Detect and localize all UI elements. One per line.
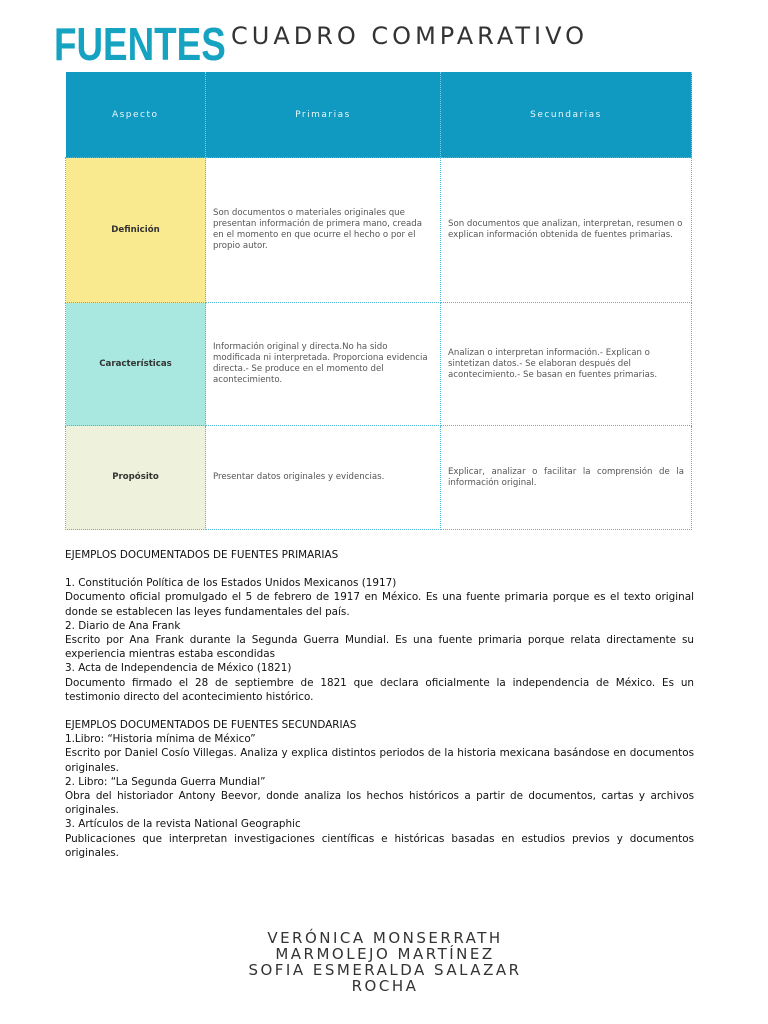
brand-title: FUENTES — [54, 18, 226, 70]
primary-characteristics: Información original y directa.No ha sido modificada ni interpretada. Proporciona evidencia directa.- Se produce en el momento del acontecimiento. — [206, 303, 441, 426]
table-header-row — [66, 72, 692, 158]
primary-example-line: 1. Constitución Política de los Estados Unidos Mexicanos (1917) — [65, 577, 397, 590]
secondary-examples-heading: EJEMPLOS DOCUMENTADOS DE FUENTES SECUNDARIAS — [65, 719, 357, 732]
author-line: ROCHA — [351, 977, 419, 995]
secondary-purpose: Explicar, analizar o facilitar la comprensión de la información original. — [441, 426, 692, 530]
primary-purpose: Presentar datos originales y evidencias. — [206, 426, 441, 530]
secondary-example-line: 3. Artículos de la revista National Geographic — [65, 818, 301, 831]
secondary-example-line: Obra del historiador Antony Beevor, donde analiza los hechos históricos a partir de documentos, cartas y archivos originales. — [65, 790, 694, 817]
primary-example-line: Documento oficial promulgado el 5 de febrero de 1917 en México. Es una fuente primaria porque es el texto original donde se establecen las leyes fundamentales del país. — [65, 591, 694, 618]
spacer — [65, 704, 694, 718]
secondary-example-line: 2. Libro: “La Segunda Guerra Mundial” — [65, 775, 266, 788]
header-primary: Primarias — [206, 72, 441, 158]
comparison-table — [65, 72, 692, 530]
primary-definition: Son documentos o materiales originales que presentan información de primera mano, creada en el momento en que ocurre el hecho o por el propio autor. — [206, 158, 441, 303]
table-row — [66, 158, 692, 303]
table-row — [66, 303, 692, 426]
header-aspect: Aspecto — [66, 72, 206, 158]
aspect-characteristics: Características — [66, 303, 206, 426]
author-line: VERÓNICA MONSERRATH — [267, 929, 503, 947]
examples-section — [65, 548, 694, 860]
primary-example-line: 2. Diario de Ana Frank — [65, 619, 181, 632]
secondary-example-line: Escrito por Daniel Cosío Villegas. Analiza y explica distintos periodos de la historia mexicana basándose en documentos originales. — [65, 747, 694, 774]
primary-examples-heading: EJEMPLOS DOCUMENTADOS DE FUENTES PRIMARIAS — [65, 549, 339, 561]
authors-block — [0, 930, 768, 994]
primary-example-line: Escrito por Ana Frank durante la Segunda Guerra Mundial. Es una fuente primaria porque relata directamente su experiencia mientras estaba escondidas — [65, 634, 694, 661]
primary-example-line: Documento firmado el 28 de septiembre de 1821 que declara oficialmente la independencia de México. Es un testimonio directo del acontecimiento histórico. — [65, 676, 694, 703]
document-title: CUADRO COMPARATIVO — [231, 22, 589, 50]
header-secondary: Secundarias — [441, 72, 692, 158]
secondary-definition: Son documentos que analizan, interpretan, resumen o explican información obtenida de fuentes primarias. — [441, 158, 692, 303]
primary-example-line: 3. Acta de Independencia de México (1821) — [65, 662, 292, 675]
secondary-example-line: 1.Libro: “Historia mínima de México” — [65, 733, 256, 746]
author-line: MARMOLEJO MARTÍNEZ — [275, 945, 495, 963]
aspect-definition: Definición — [66, 158, 206, 303]
spacer — [65, 562, 694, 576]
secondary-characteristics: Analizan o interpretan información.- Explican o sintetizan datos.- Se elaboran después del acontecimiento.- Se basan en fuentes primarias. — [441, 303, 692, 426]
table-row — [66, 426, 692, 530]
aspect-purpose: Propósito — [66, 426, 206, 530]
secondary-example-line: Publicaciones que interpretan investigaciones científicas e históricas basadas en estudios previos y documentos originales. — [65, 832, 694, 859]
author-line: SOFIA ESMERALDA SALAZAR — [248, 961, 522, 979]
